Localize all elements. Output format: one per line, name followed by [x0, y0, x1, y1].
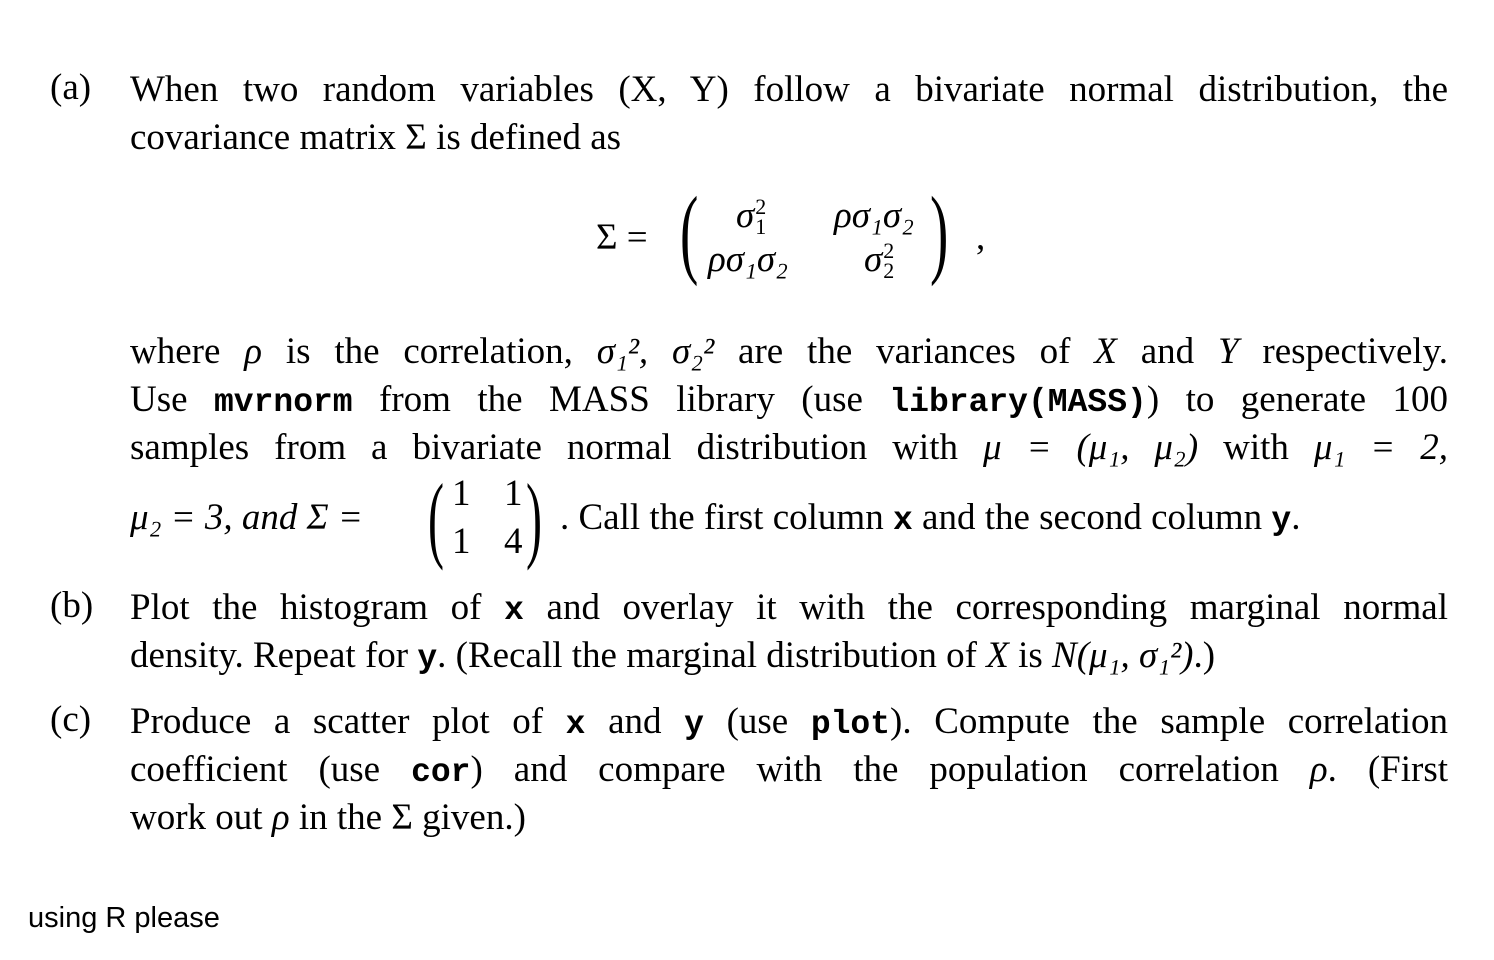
code-mvrnorm: mvrnorm	[213, 384, 353, 421]
part-c-line-1: Produce a scatter plot of x and y (use plot). Compute the sample correlation	[130, 701, 1448, 743]
right-paren: )	[930, 176, 949, 287]
part-a	[50, 66, 1448, 162]
part-b-line-2: density. Repeat for y. (Recall the marginal distribution of X is N(μ₁, σ₁²).)	[130, 635, 1216, 677]
part-b-line-1: Plot the histogram of x and overlay it with the corresponding marginal normal	[130, 587, 1448, 629]
covariance-equation	[596, 176, 996, 290]
small-left-paren: (	[428, 464, 444, 571]
small-matrix-11: 1	[452, 473, 471, 514]
code-plot: plot	[810, 706, 891, 743]
part-a-label: (a)	[50, 67, 92, 108]
small-matrix-22: 4	[504, 521, 523, 562]
code-y: y	[1271, 502, 1292, 539]
small-matrix-21: 1	[452, 521, 471, 562]
equation-lhs: Σ =	[596, 217, 648, 258]
matrix-cell-21: ρσ₁σ₂	[708, 239, 788, 280]
mu2-line	[130, 464, 1450, 571]
where-line: where ρ is the correlation, σ₁², σ₂² are the variances of X and Y respectively.	[130, 331, 1448, 372]
mu2-equation: μ₂ = 3, and Σ =	[130, 497, 363, 538]
small-matrix-12: 1	[504, 473, 523, 514]
part-a-continued	[130, 328, 1448, 472]
call-columns-text: . Call the first column x and the second column y.	[560, 497, 1301, 539]
part-c-line-2: coefficient (use cor) and compare with the population correlation ρ. (First	[130, 749, 1448, 791]
code-library-mass: library(MASS)	[889, 384, 1147, 421]
part-a-line-2: covariance matrix Σ is defined as	[130, 117, 622, 158]
footer-note: using R please	[28, 902, 220, 934]
samples-line: samples from a bivariate normal distribution with μ = (μ₁, μ₂) with μ₁ = 2,	[130, 427, 1448, 468]
code-cor: cor	[411, 754, 471, 791]
matrix-cell-12: ρσ₁σ₂	[834, 195, 914, 236]
part-a-line-1: When two random variables (X, Y) follow a bivariate normal distribution, the	[130, 69, 1448, 110]
left-paren: (	[680, 176, 699, 287]
part-b	[50, 584, 1448, 680]
use-mvrnorm-line: Use mvrnorm from the MASS library (use library(MASS)) to generate 100	[130, 379, 1448, 421]
part-c	[50, 698, 1448, 842]
part-c-line-3: work out ρ in the Σ given.)	[130, 797, 526, 838]
part-b-label: (b)	[50, 585, 94, 626]
matrix-cell-22: σ 2 2	[864, 238, 895, 283]
code-x: x	[892, 502, 913, 539]
part-c-label: (c)	[50, 699, 92, 740]
small-right-paren: )	[526, 464, 542, 571]
matrix-cell-11: σ 2 1	[736, 194, 767, 239]
equation-comma: ,	[976, 217, 986, 258]
